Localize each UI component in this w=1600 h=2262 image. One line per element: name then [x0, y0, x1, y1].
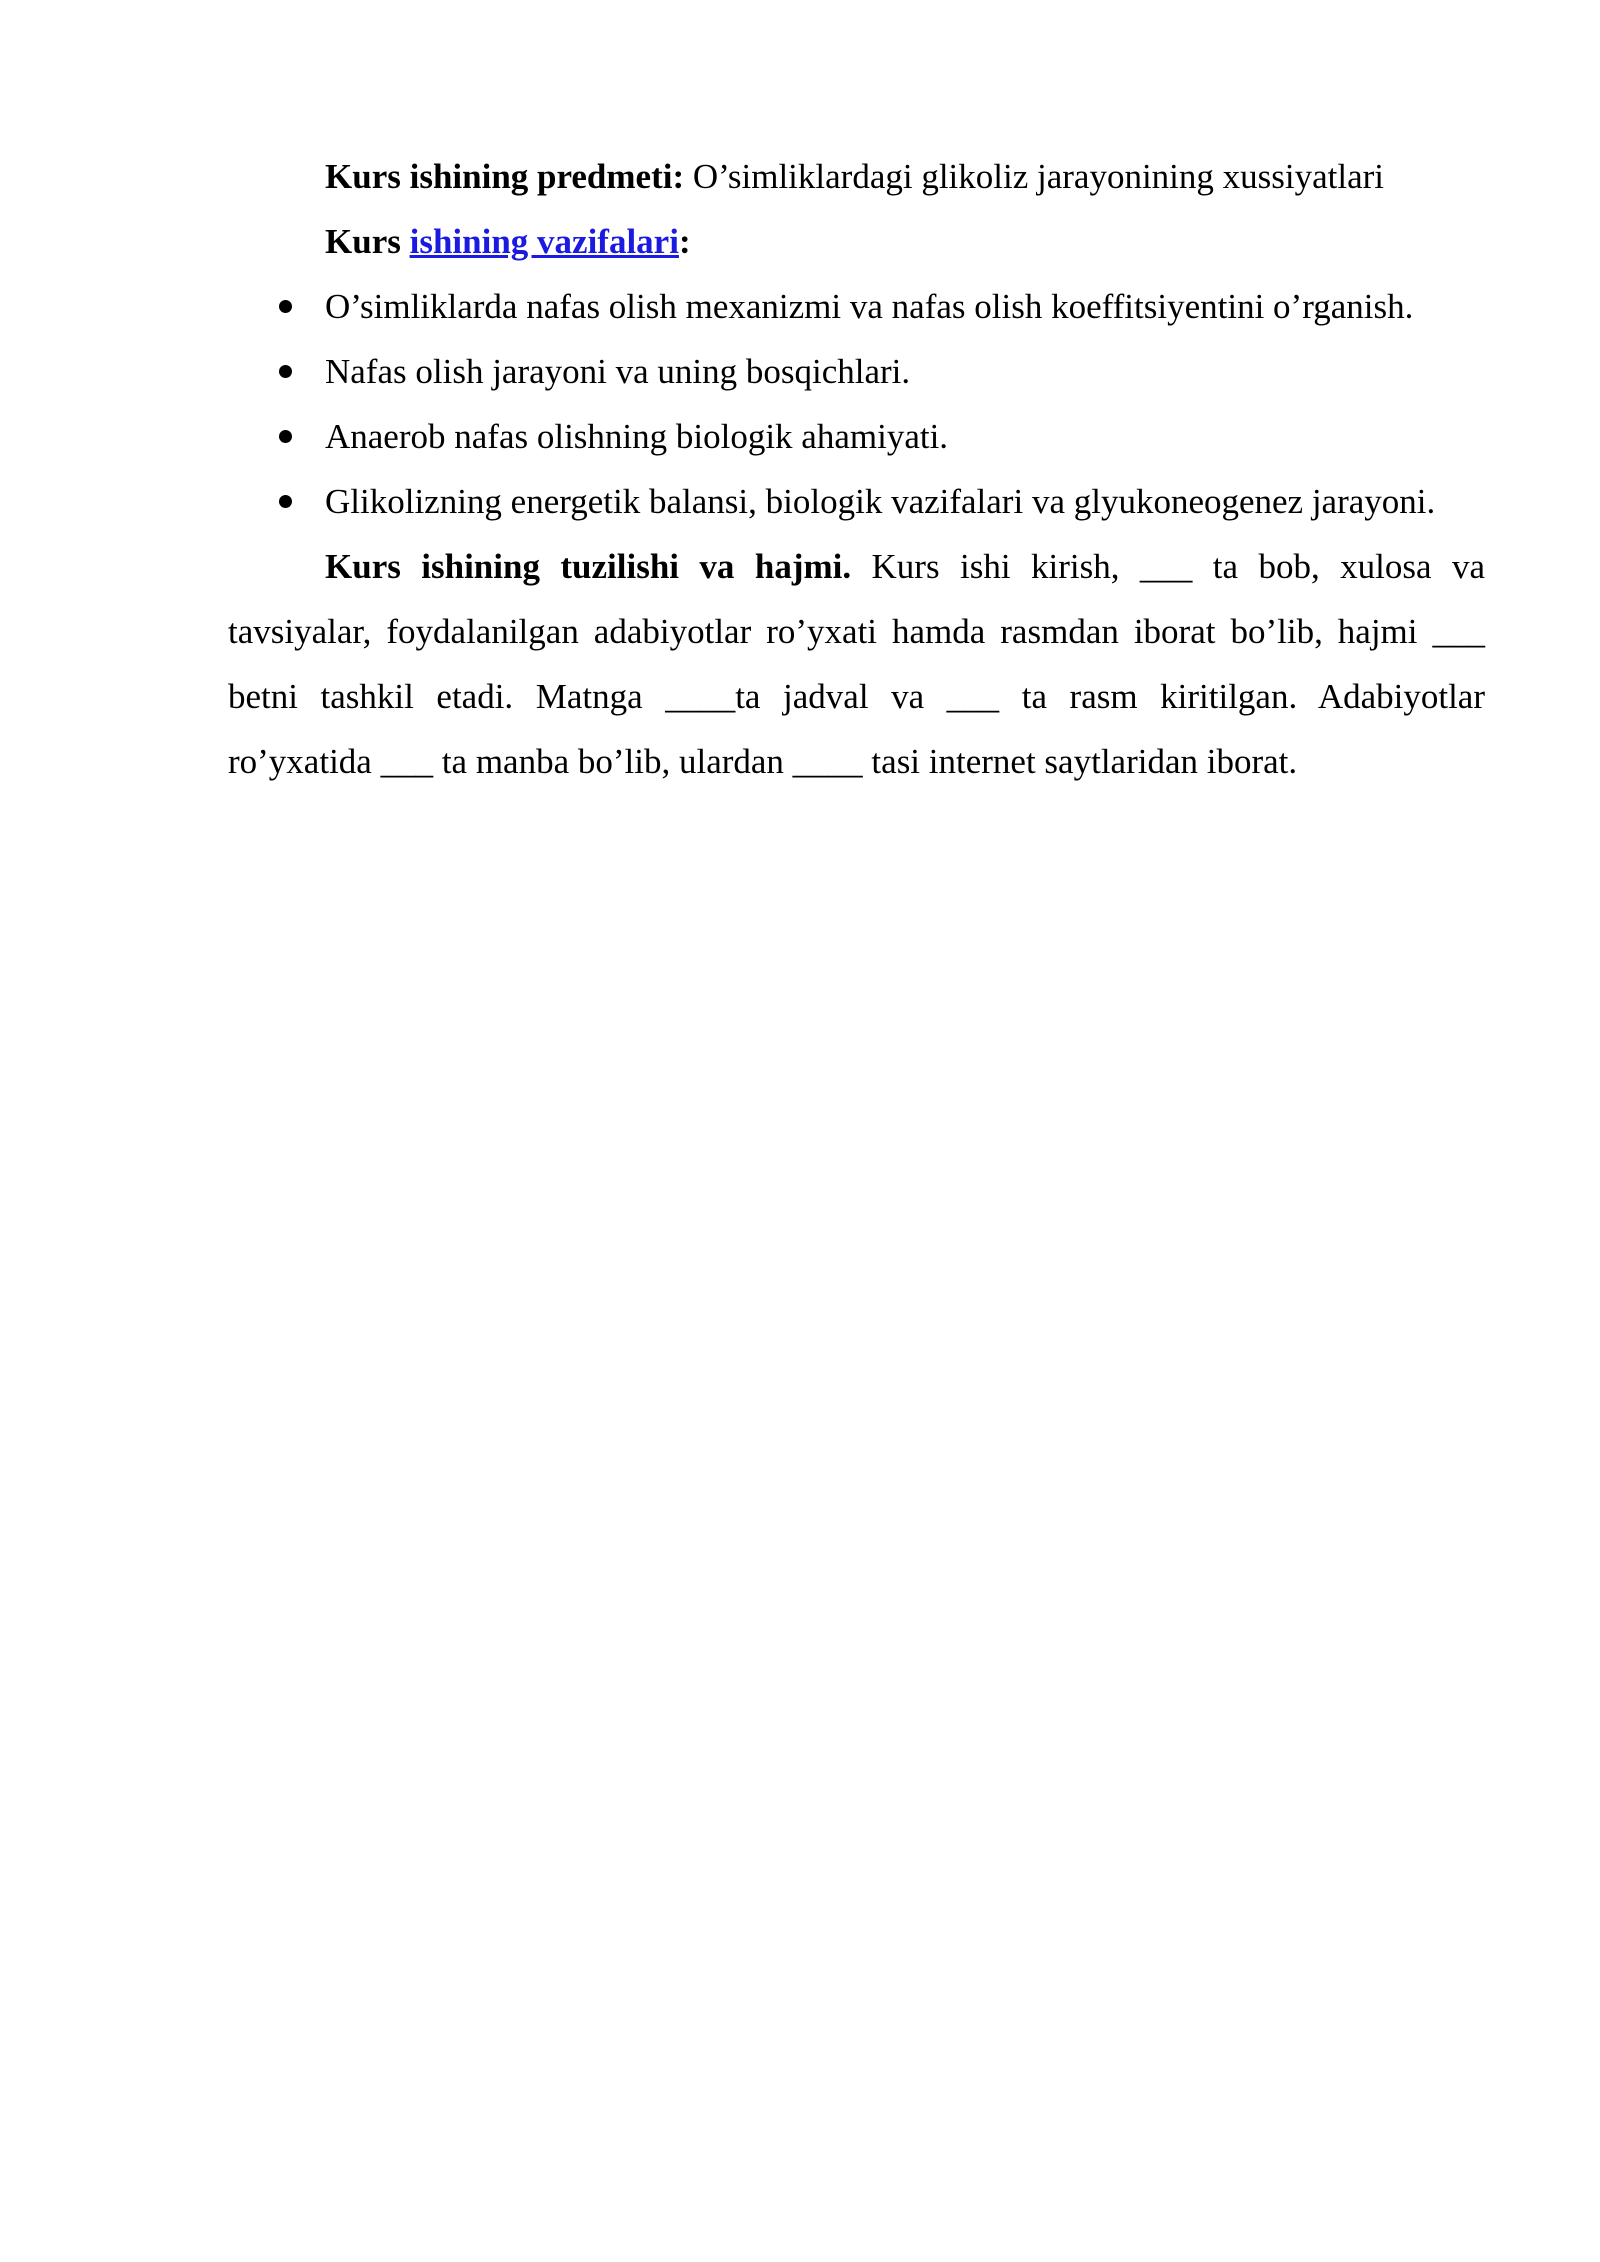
structure-text: Kurs ishi kirish, ___ ta bob, xulosa va tavsiyalar, foydalanilgan adabiyotlar ro’yxati hamda rasmdan iborat bo’lib, hajmi ___ betni tashkil etadi. Matnga ____ta jadval va ___ ta rasm kiritilgan. Adabiyotlar ro’yxatida ___ ta manba bo’lib, ulardan ____ tasi internet saytlaridan iborat. — [228, 547, 1485, 781]
subject-paragraph — [228, 144, 1485, 209]
list-item — [228, 404, 1485, 469]
list-item — [228, 339, 1485, 404]
list-item — [228, 469, 1485, 534]
tasks-label-prefix: Kurs — [325, 222, 401, 261]
document-body — [228, 144, 1485, 794]
bullet-icon — [279, 365, 292, 378]
list-item-text: Nafas olish jarayoni va uning bosqichlari. — [325, 352, 911, 391]
tasks-heading — [228, 209, 1485, 274]
bullet-icon — [279, 495, 292, 508]
structure-paragraph — [228, 534, 1485, 794]
list-item-text: O’simliklarda nafas olish mexanizmi va nafas olish koeffitsiyentini o’rganish. — [325, 287, 1414, 326]
subject-text: O’simliklardagi glikoliz jarayonining xussiyatlari — [692, 157, 1385, 196]
bullet-icon — [279, 430, 292, 443]
bullet-icon — [279, 300, 292, 313]
structure-label: Kurs ishining tuzilishi va hajmi. — [325, 547, 852, 586]
tasks-label-suffix: : — [678, 222, 691, 261]
subject-label: Kurs ishining predmeti: — [325, 157, 685, 196]
list-item-text: Anaerob nafas olishning biologik ahamiyati. — [325, 417, 949, 456]
tasks-link[interactable]: ishining vazifalari — [409, 222, 679, 261]
list-item — [228, 274, 1485, 339]
list-item-text: Glikolizning energetik balansi, biologik vazifalari va glyukoneogenez jarayoni. — [325, 482, 1436, 521]
tasks-list — [228, 274, 1485, 534]
